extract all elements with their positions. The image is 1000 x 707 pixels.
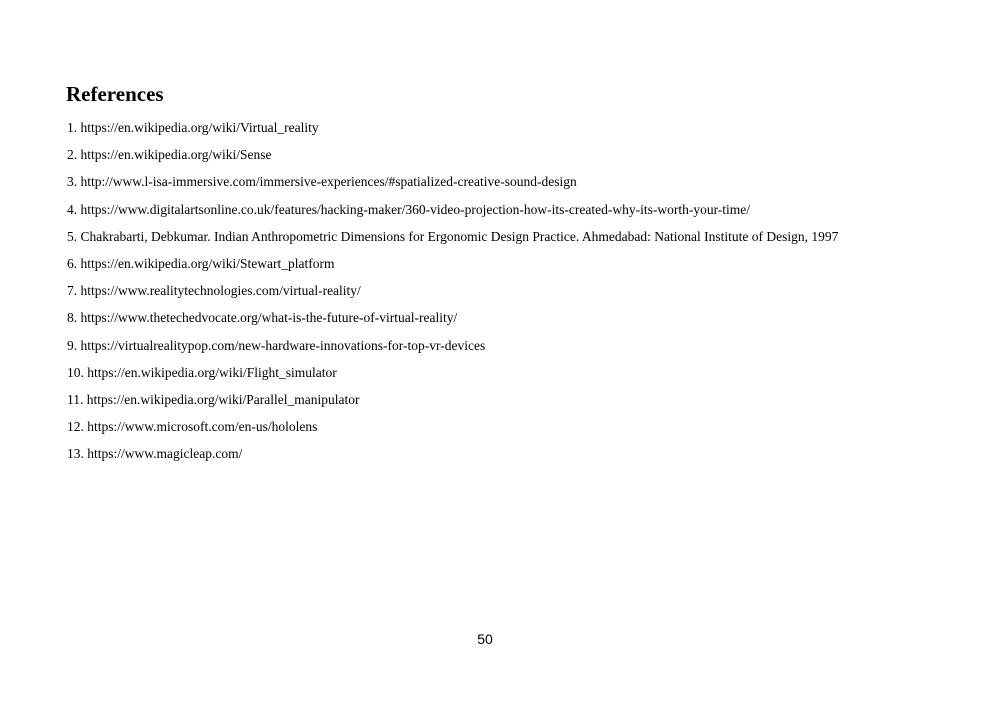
- reference-item: 3. http://www.l-isa-immersive.com/immersive-experiences/#spatialized-creative-sound-design: [67, 174, 577, 190]
- reference-item: 10. https://en.wikipedia.org/wiki/Flight_simulator: [67, 364, 337, 380]
- reference-item: 6. https://en.wikipedia.org/wiki/Stewart_platform: [67, 256, 335, 272]
- references-heading: References: [66, 82, 164, 106]
- reference-item: 4. https://www.digitalartsonline.co.uk/features/hacking-maker/360-video-projection-how-its-created-why-its-worth-your-time/: [67, 201, 751, 217]
- reference-item: 9. https://virtualrealitypop.com/new-hardware-innovations-for-top-vr-devices: [67, 337, 486, 353]
- reference-item: 7. https://www.realitytechnologies.com/virtual-reality/: [67, 283, 361, 299]
- reference-item: 2. https://en.wikipedia.org/wiki/Sense: [67, 147, 272, 163]
- page-number: 50: [477, 631, 493, 647]
- reference-item: 12. https://www.microsoft.com/en-us/hololens: [67, 419, 318, 435]
- reference-item: 5. Chakrabarti, Debkumar. Indian Anthropometric Dimensions for Ergonomic Design Practice. Ahmedabad: National Institute of Design, 1997: [67, 228, 839, 244]
- reference-item: 1. https://en.wikipedia.org/wiki/Virtual_reality: [67, 120, 319, 135]
- references-list: [67, 114, 960, 468]
- reference-item: 13. https://www.magicleap.com/: [67, 446, 243, 462]
- reference-item: 11. https://en.wikipedia.org/wiki/Parallel_manipulator: [67, 392, 360, 408]
- reference-item: 8. https://www.thetechedvocate.org/what-is-the-future-of-virtual-reality/: [67, 310, 458, 326]
- page-footer: [0, 631, 970, 649]
